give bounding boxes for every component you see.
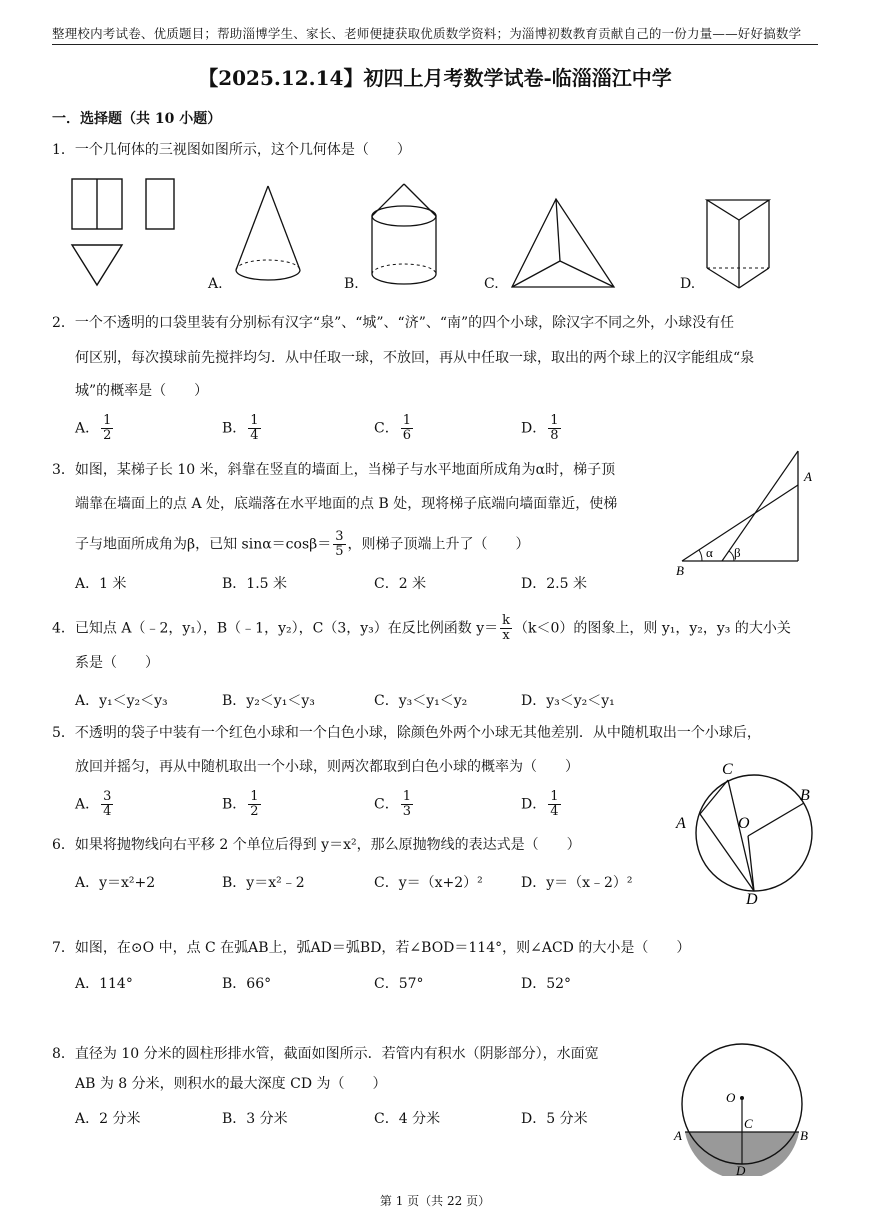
- q3-label-beta: β: [734, 545, 741, 560]
- question-3-line2: 端靠在墙面上的点 A 处，底端落在水平地面的点 B 处，现将梯子底端向墙面靠近，使梯: [75, 496, 618, 512]
- q2-option-b: B． $\frac{1}{4}$: [222, 413, 259, 443]
- question-7-line1: 7．如图，在⊙O 中，点 C 在弧AB上，弧AD＝弧BD，若∠BOD＝114°，则∠ACD 的大小是（ ）: [52, 940, 691, 956]
- question-3-line1: 3．如图，某梯子长 10 米，斜靠在竖直的墙面上，当梯子与水平地面所成角为α时，梯子顶: [52, 462, 616, 478]
- question-6-line1: 6．如果将抛物线向右平移 2 个单位后得到 y＝x²，那么原抛物线的表达式是（ ）: [52, 837, 581, 853]
- question-2-line2: 何区别，每次摸球前先搅拌均匀．从中任取一球，不放回，再从中任取一球，取出的两个球上的汉字能组成“泉: [75, 350, 755, 366]
- q6-option-d: D．y＝（x﹣2）²: [521, 875, 633, 891]
- question-4-line1: 4．已知点 A（﹣2，y₁），B（﹣1，y₂），C（3，y₃）在反比例函数 y＝ $\frac{k}{x}$ （k＜0）的图象上，则 y₁，y₂，y₃ 的大小关: [52, 613, 791, 643]
- q8-option-a: A．2 分米: [75, 1111, 141, 1127]
- q1-option-a-label: A.: [208, 276, 223, 292]
- q7-label-a: A: [676, 815, 686, 832]
- q6-option-c: C．y＝（x+2）²: [374, 875, 483, 891]
- q1-option-b-label: B.: [344, 276, 359, 292]
- q8-label-b: B: [800, 1128, 808, 1143]
- q1-prism-figure: [703, 194, 775, 292]
- q5-option-d: D． $\frac{1}{4}$: [521, 789, 559, 819]
- q3-option-c: C．2 米: [374, 576, 427, 592]
- q1-cylinder-cone-figure: [364, 182, 444, 290]
- question-8-line2: AB 为 8 分米，则积水的最大深度 CD 为（ ）: [75, 1076, 387, 1092]
- q8-option-c: C．4 分米: [374, 1111, 441, 1127]
- page-header: 整理校内考试卷、优质题目；帮助淄博学生、家长、老师便捷获取优质数学资料；为淄博初数教育贡献自己的一份力量——好好搞数学: [52, 26, 802, 41]
- q8-label-a: A: [674, 1128, 682, 1143]
- q3-ladder-figure: [674, 445, 824, 580]
- q7-option-c: C．57°: [374, 976, 424, 992]
- q6-option-a: A．y＝x²+2: [75, 875, 156, 891]
- q3-label-a: A: [804, 469, 812, 484]
- q1-pyramid-figure: [508, 195, 618, 291]
- question-5-line2: 放回并摇匀，再从中随机取出一个小球，则两次都取到白色小球的概率为（ ）: [75, 759, 579, 775]
- question-2-line1: 2．一个不透明的口袋里装有分别标有汉字“泉”、“城”、“济”、“南”的四个小球，除汉字不同之外，小球没有任: [52, 315, 735, 331]
- q7-label-o: O: [738, 815, 750, 832]
- q3-option-a: A．1 米: [75, 576, 127, 592]
- q5-option-b: B． $\frac{1}{2}$: [222, 789, 259, 819]
- q2-option-d: D． $\frac{1}{8}$: [521, 413, 559, 443]
- question-1-text: 1．一个几何体的三视图如图所示，这个几何体是（ ）: [52, 142, 411, 158]
- q2-option-c: C． $\frac{1}{6}$: [374, 413, 411, 443]
- q3-label-alpha: α: [706, 545, 713, 560]
- q8-option-b: B．3 分米: [222, 1111, 288, 1127]
- question-5-line1: 5．不透明的袋子中装有一个红色小球和一个白色小球，除颜色外两个小球无其他差别．从中随机取出一个小球后，: [52, 725, 761, 741]
- page-title: 【2025.12.14】初四上月考数学试卷-临淄淄江中学: [198, 66, 672, 90]
- q3-option-d: D．2.5 米: [521, 576, 587, 592]
- question-2-line3: 城”的概率是（ ）: [75, 383, 209, 399]
- q1-option-c-label: C.: [484, 276, 499, 292]
- q2-option-a: A． $\frac{1}{2}$: [75, 413, 112, 443]
- section-heading: 一．选择题（共 10 小题）: [52, 111, 222, 127]
- q3-option-b: B．1.5 米: [222, 576, 288, 592]
- q4-option-c: C．y₃＜y₁＜y₂: [374, 693, 468, 709]
- question-4-line2: 系是（ ）: [75, 655, 159, 671]
- q8-option-d: D．5 分米: [521, 1111, 588, 1127]
- q7-label-c: C: [722, 761, 733, 778]
- question-8-line1: 8．直径为 10 分米的圆柱形排水管，截面如图所示．若管内有积水（阴影部分），水面宽: [52, 1046, 599, 1062]
- q7-option-b: B．66°: [222, 976, 272, 992]
- q1-option-d-label: D.: [680, 276, 696, 292]
- q7-label-b: B: [800, 787, 810, 804]
- q1-three-views-figure: [68, 175, 178, 290]
- q1-cone-figure: [228, 182, 308, 290]
- page-footer: 第 1 页（共 22 页）: [379, 1194, 491, 1208]
- q7-circle-figure: [668, 758, 828, 908]
- q6-option-b: B．y＝x²﹣2: [222, 875, 305, 891]
- q4-option-a: A．y₁＜y₂＜y₃: [75, 693, 168, 709]
- q4-option-b: B．y₂＜y₁＜y₃: [222, 693, 315, 709]
- q5-option-a: A． $\frac{3}{4}$: [75, 789, 112, 819]
- q7-label-d: D: [746, 891, 758, 908]
- q4-option-d: D．y₃＜y₂＜y₁: [521, 693, 615, 709]
- header-divider: [52, 44, 818, 45]
- q8-label-c: C: [744, 1116, 753, 1131]
- question-3-line3: 子与地面所成角为β，已知 sinα＝cosβ＝ $\frac{3}{5}$ ，则梯子顶端上升了（ ）: [75, 529, 530, 559]
- q8-label-d: D: [736, 1163, 746, 1176]
- q7-option-d: D．52°: [521, 976, 572, 992]
- q7-option-a: A．114°: [75, 976, 133, 992]
- q3-label-b: B: [676, 563, 684, 578]
- q5-option-c: C． $\frac{1}{3}$: [374, 789, 411, 819]
- q8-label-o: O: [726, 1090, 736, 1105]
- q8-pipe-figure: [672, 1040, 812, 1176]
